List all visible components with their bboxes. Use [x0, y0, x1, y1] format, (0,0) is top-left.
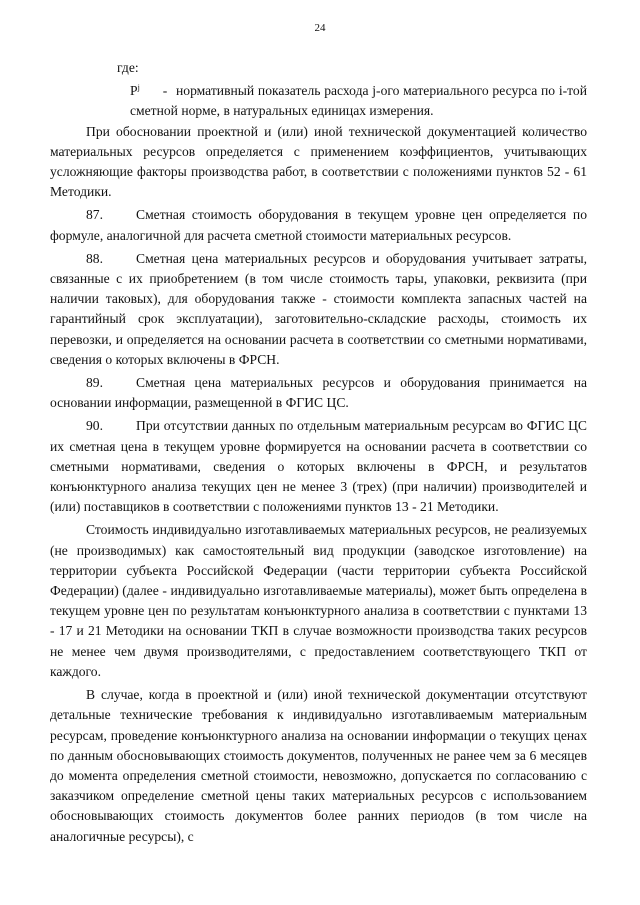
paragraph [50, 685, 587, 847]
paragraph-text: При отсутствии данных по отдельным материальным ресурсам во ФГИС ЦС их сметная цена в текущем уровне формируется на основании расчета в соответствии со сметными нормативами, сведения о которых включены в ФРСН, и результатов конъюнктурного анализа текущих цен не менее 3 (трех) (при наличии) производителей и (или) поставщиков в соответствии с положениями пунктов 13 - 21 Методики. [50, 418, 587, 515]
paragraph-number: 87. [86, 207, 103, 223]
paragraph-90 [50, 416, 587, 517]
page-number: 24 [314, 22, 326, 34]
definition-text: нормативный показатель расхода j-ого материального ресурса по i-той сметной норме, в натуральных единицах измерения. [130, 83, 587, 119]
paragraph-text: Сметная стоимость оборудования в текущем уровне цен определяется по формуле, аналогичной для расчета сметной стоимости материальных ресурсов. [50, 207, 587, 243]
document-body [50, 58, 587, 847]
paragraph-number: 90. [86, 418, 103, 434]
paragraph-text: Сметная цена материальных ресурсов и оборудования учитывает затраты, связанные с их приобретением (в том числе стоимость тары, упаковки, реквизита (при наличии таковых), для оборудования также - стоимости комплекта запасных частей на гарантийный срок эксплуатации), заготовительно-складские расходы, стоимость их перевозки, и определяется на основании расчета в соответствии со сметными нормативами, сведения о которых включены в ФРСН. [50, 250, 587, 367]
paragraph [50, 520, 587, 682]
definition-intro: где: [117, 60, 139, 75]
paragraph-text: Сметная цена материальных ресурсов и оборудования принимается на основании информации, размещенной в ФГИС ЦС. [50, 375, 587, 411]
paragraph-number: 89. [86, 375, 103, 391]
definition-item [50, 78, 587, 121]
paragraph-87 [50, 205, 587, 245]
paragraph-text: Стоимость индивидуально изготавливаемых материальных ресурсов, не реализуемых (не производимых) как самостоятельный вид продукции (заводское изготовление) на территории субъекта Российской Федерации (части территории субъекта Российской Федерации) (далее - индивидуально изготавливаемые материалы), может быть определена в текущем уровне цен по результатам конъюнктурного анализа в соответствии с пунктами 13 - 17 и 21 Методики на основании ТКП в случае возможности производства таких ресурсов не менее чем двумя производителями, с предоставлением соответствующего ТКП от каждого. [50, 522, 587, 679]
paragraph-text: В случае, когда в проектной и (или) иной технической документации отсутствуют детальные технические требования к индивидуально изготавливаемым материальным ресурсам, проведение конъюнктурного анализа на основании информации о текущих ценах по данным обосновывающих стоимость документов, полученных не ранее чем за 6 месяцев до момента определения сметной стоимости, невозможно, допускается по согласованию с заказчиком определение сметной цены таких материальных ресурсов с использованием обосновывающих стоимость документов более ранних периодов (в том числе на аналогичные ресурсы), с [50, 687, 587, 844]
paragraph [50, 122, 587, 203]
paragraph-number: 88. [86, 250, 103, 266]
paragraph-88 [50, 249, 587, 370]
paragraph-text: При обосновании проектной и (или) иной технической документацией количество материальных ресурсов определяется с применением коэффициентов, учитывающих усложняющие факторы производства работ, в соответствии с положениями пунктов 52 - 61 Методики. [50, 123, 587, 200]
definition-symbol: $P^j$ [130, 83, 140, 99]
paragraph-89 [50, 373, 587, 413]
definition-dash: - [162, 83, 168, 99]
